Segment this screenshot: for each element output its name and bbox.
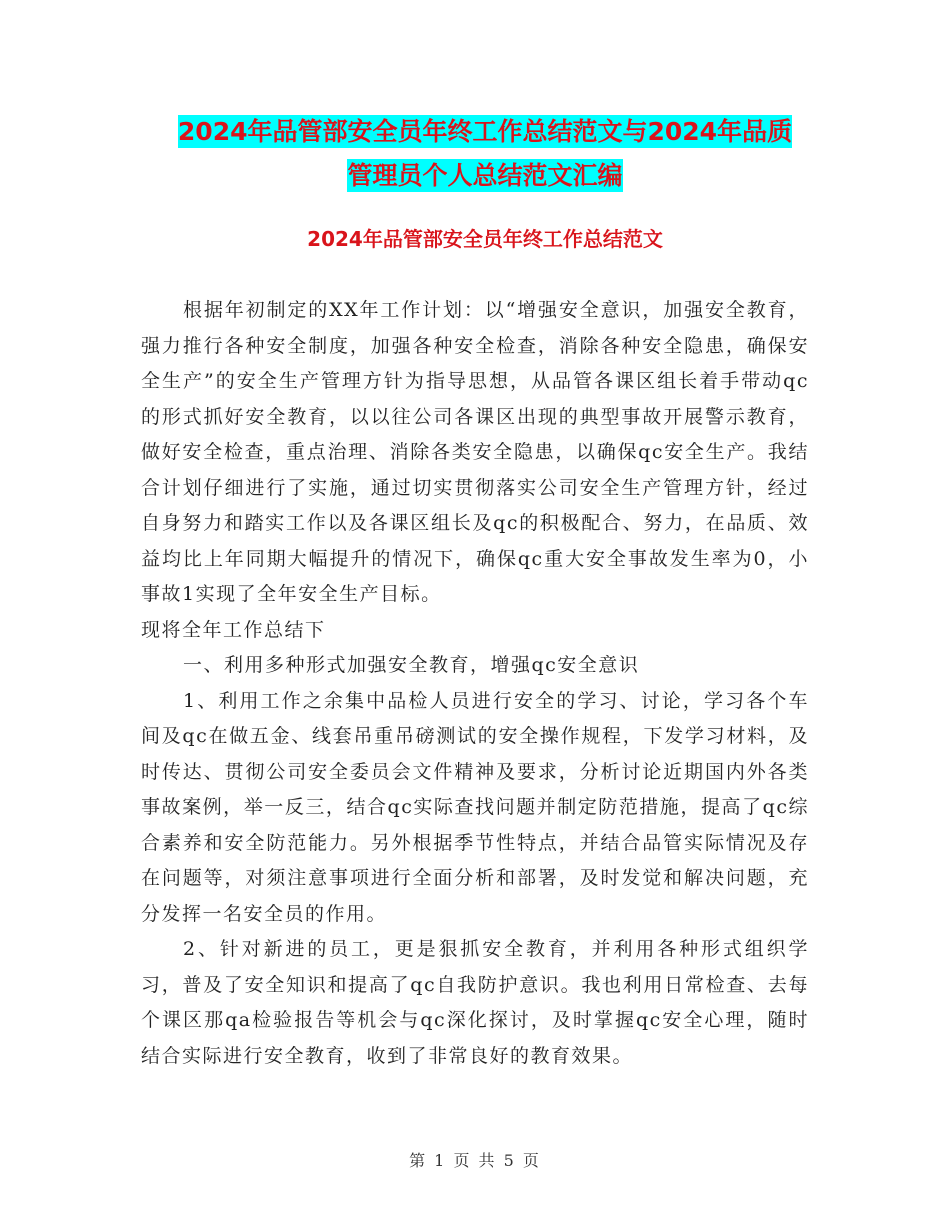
body-text [141, 293, 809, 1074]
paragraph-item-2: 2、针对新进的员工，更是狠抓安全教育，并利用各种形式组织学习，普及了安全知识和提高了qc自我防护意识。我也利用日常检查、去每个课区那qa检验报告等机会与qc深化探讨，及时掌握qc安全心理，随时结合实际进行安全教育，收到了非常良好的教育效果。 [141, 938, 809, 1067]
title-highlight: 管理员个人总结范文汇编 [347, 161, 623, 190]
title-highlight: 2024年品管部安全员年终工作总结范文与2024年品质 [177, 117, 793, 146]
paragraph-item-1: 1、利用工作之余集中品检人员进行安全的学习、讨论，学习各个车间及qc在做五金、线套吊重吊磅测试的安全操作规程，下发学习材料，及时传达、贯彻公司安全委员会文件精神及要求，分析讨论近期国内外各类事故案例，举一反三，结合qc实际查找问题并制定防范措施，提高了qc综合素养和安全防范能力。另外根据季节性特点，并结合品管实际情况及存在问题等，对须注意事项进行全面分析和部署，及时发觉和解决问题，充分发挥一名安全员的作用。 [141, 689, 809, 925]
paragraph-intro: 根据年初制定的XX年工作计划：以“增强安全意识，加强安全教育，强力推行各种安全制度，加强各种安全检查，消除各种安全隐患，确保安全生产”的安全生产管理方针为指导思想，从品管各课区组长着手带动qc的形式抓好安全教育，以以往公司各课区出现的典型事故开展警示教育，做好安全检查，重点治理、消除各类安全隐患，以确保qc安全生产。我结合计划仔细进行了实施，通过切实贯彻落实公司安全生产管理方针，经过自身努力和踏实工作以及各课区组长及qc的积极配合、努力，在品质、效益均比上年同期大幅提升的情况下，确保qc重大安全事故发生率为0，小事故1实现了全年安全生产目标。 [141, 299, 809, 605]
document-title-line-2 [140, 154, 830, 198]
paragraph-summary-lead: 现将全年工作总结下 [141, 618, 326, 641]
document-title-line-1 [140, 110, 830, 154]
page-number-footer: 第 1 页 共 5 页 [409, 1151, 541, 1170]
paragraph-heading-1: 一、利用多种形式加强安全教育，增强qc安全意识 [183, 654, 640, 676]
section-title: 2024年品管部安全员年终工作总结范文 [307, 227, 663, 251]
